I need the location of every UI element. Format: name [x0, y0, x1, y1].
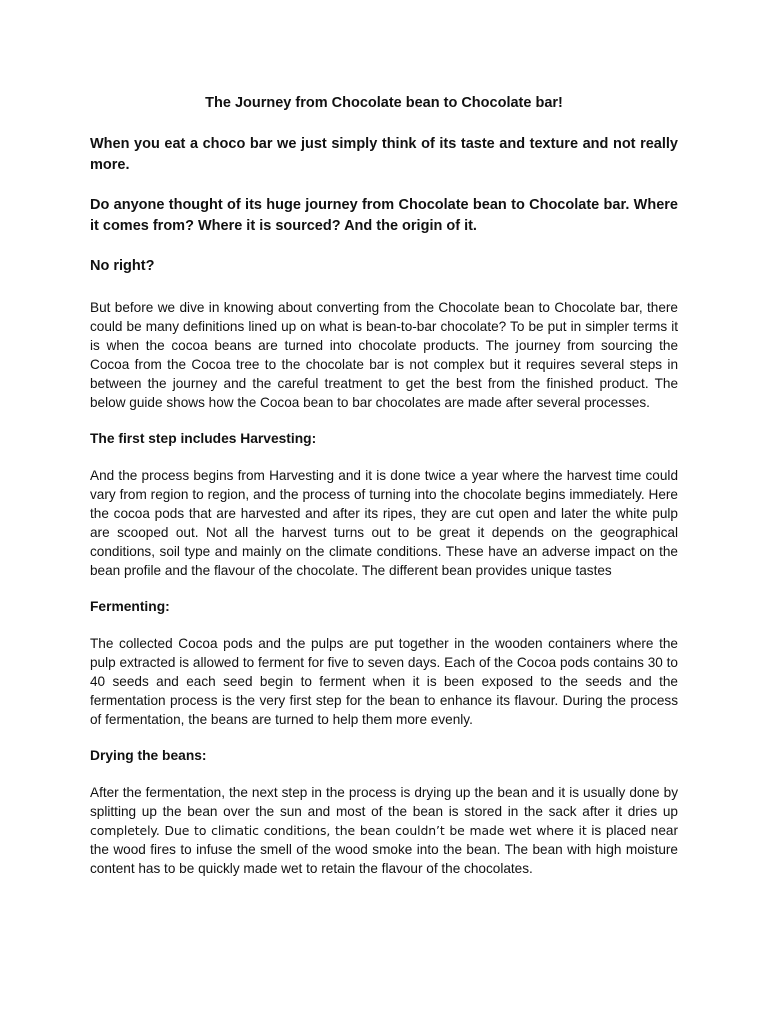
- document-title: The Journey from Chocolate bean to Chocolate bar!: [205, 95, 563, 111]
- section-heading-drying: Drying the beans:: [90, 747, 207, 763]
- section-text-harvesting: And the process begins from Harvesting and it is done twice a year where the harvest time could vary from region to region, and the process of turning into the chocolate begins immediately. Here the cocoa pods that are harvested and after its ripes, they are cut open and later the white pulp are scooped out. Not all the harvest turns out to be great it depends on the geographical conditions, soil type and mainly on the climate conditions. These have an adverse impact on the bean profile and the flavour of the chocolate. The different bean provides unique tastes: [90, 467, 678, 578]
- intro-paragraph-1: When you eat a choco bar we just simply think of its taste and texture and not really more.: [90, 136, 678, 173]
- drying-text-part-2: completely. Due to climatic conditions, the bean couldn’t be made wet where it: [90, 822, 587, 838]
- drying-text-part-3: is placed near the wood fires to infuse the smell of the wood smoke into the bean. The bean with high moisture content has to be quickly made wet to retain the flavour of the chocolates.: [90, 822, 678, 876]
- section-heading-fermenting: Fermenting:: [90, 598, 170, 614]
- body-paragraph-1: But before we dive in knowing about converting from the Chocolate bean to Chocolate bar, there could be many definitions lined up on what is bean-to-bar chocolate? To be put in simpler terms it is when the cocoa beans are turned into chocolate products. The journey from sourcing the Cocoa from the Cocoa tree to the chocolate bar is not complex but it requires several steps in between the journey and the careful treatment to get the best from the finished product. The below guide shows how the Cocoa bean to bar chocolates are made after several processes.: [90, 299, 678, 410]
- drying-text-part-1: After the fermentation, the next step in the process is drying up the bean and it is usually done by splitting up the bean over the sun and most of the bean is stored in the sack after it dries up: [90, 784, 678, 819]
- document-page: [90, 94, 678, 896]
- section-text-fermenting: The collected Cocoa pods and the pulps are put together in the wooden containers where the pulp extracted is allowed to ferment for five to seven days. Each of the Cocoa pods contains 30 to 40 seeds and each seed begin to ferment when it is been exposed to the seeds and the fermentation process is the very first step for the bean to enhance its flavour. During the process of fermentation, the beans are turned to help them more evenly.: [90, 635, 678, 727]
- section-heading-harvesting: The first step includes Harvesting:: [90, 430, 317, 446]
- intro-paragraph-2: Do anyone thought of its huge journey from Chocolate bean to Chocolate bar. Where it comes from? Where it is sourced? And the origin of it.: [90, 197, 678, 234]
- section-text-drying: [90, 783, 678, 878]
- intro-paragraph-3: No right?: [90, 258, 155, 274]
